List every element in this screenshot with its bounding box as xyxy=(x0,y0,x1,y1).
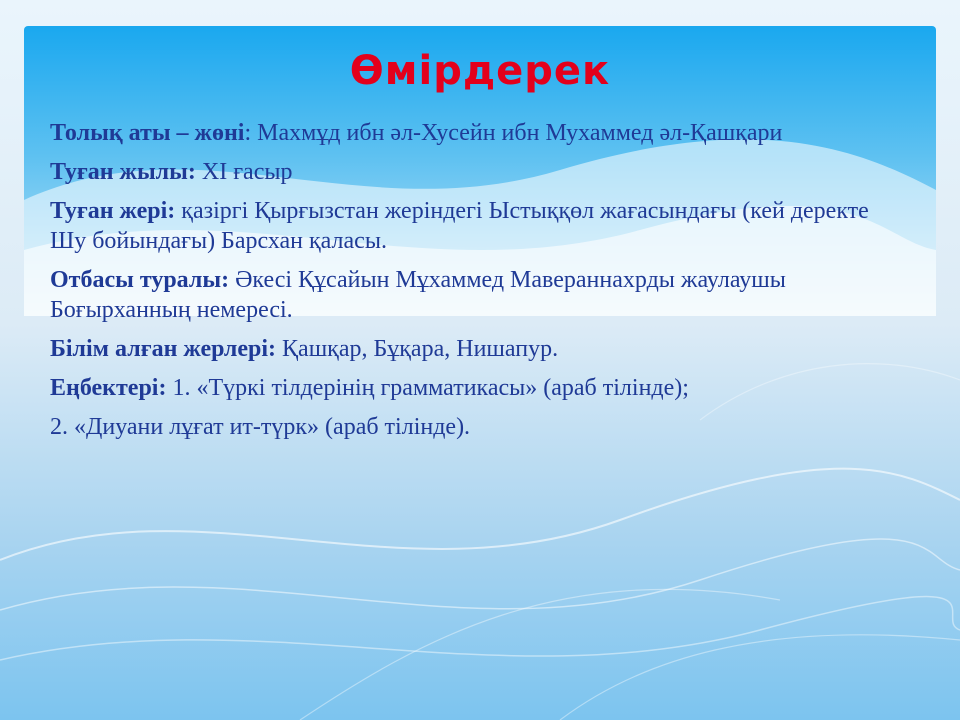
paragraph-education xyxy=(50,334,910,364)
text-birth-year: XI ғасыр xyxy=(195,159,293,185)
label-birthplace: Туған жері: xyxy=(50,198,176,224)
text-works-second: 2. «Диуани лұғат ит-түрк» (араб тілінде). xyxy=(50,414,471,440)
slide-title: Өмірдерек xyxy=(349,48,611,94)
paragraph-family xyxy=(50,265,910,325)
text-education: Қашқар, Бұқара, Нишапур. xyxy=(276,336,559,362)
label-birth-year: Туған жылы: xyxy=(50,159,196,185)
text-works: 1. «Түркі тілдерінің грамматикасы» (араб тілінде); xyxy=(166,375,689,401)
paragraph-full-name xyxy=(50,118,910,148)
label-education: Білім алған жерлері: xyxy=(50,336,277,362)
label-works: Еңбектері: xyxy=(50,375,167,401)
text-family: Әкесі Құсайын Мұхаммед Мавераннахрды жаулаушы Боғырханның немересі. xyxy=(50,267,786,323)
text-birthplace: қазіргі Қырғызстан жеріндегі Ыстыққөл жағасындағы (кей деректе Шу бойындағы) Барсхан қаласы. xyxy=(50,198,869,254)
label-family: Отбасы туралы: xyxy=(50,267,230,293)
text-full-name: : Махмұд ибн әл-Хусейн ибн Мухаммед әл-Қашқари xyxy=(244,120,783,146)
paragraph-works-second xyxy=(50,412,910,442)
paragraph-works xyxy=(50,373,910,403)
biography-content xyxy=(50,118,910,451)
paragraph-birth-year xyxy=(50,157,910,187)
label-full-name: Толық аты – жөні xyxy=(50,120,245,146)
paragraph-birthplace xyxy=(50,196,910,256)
